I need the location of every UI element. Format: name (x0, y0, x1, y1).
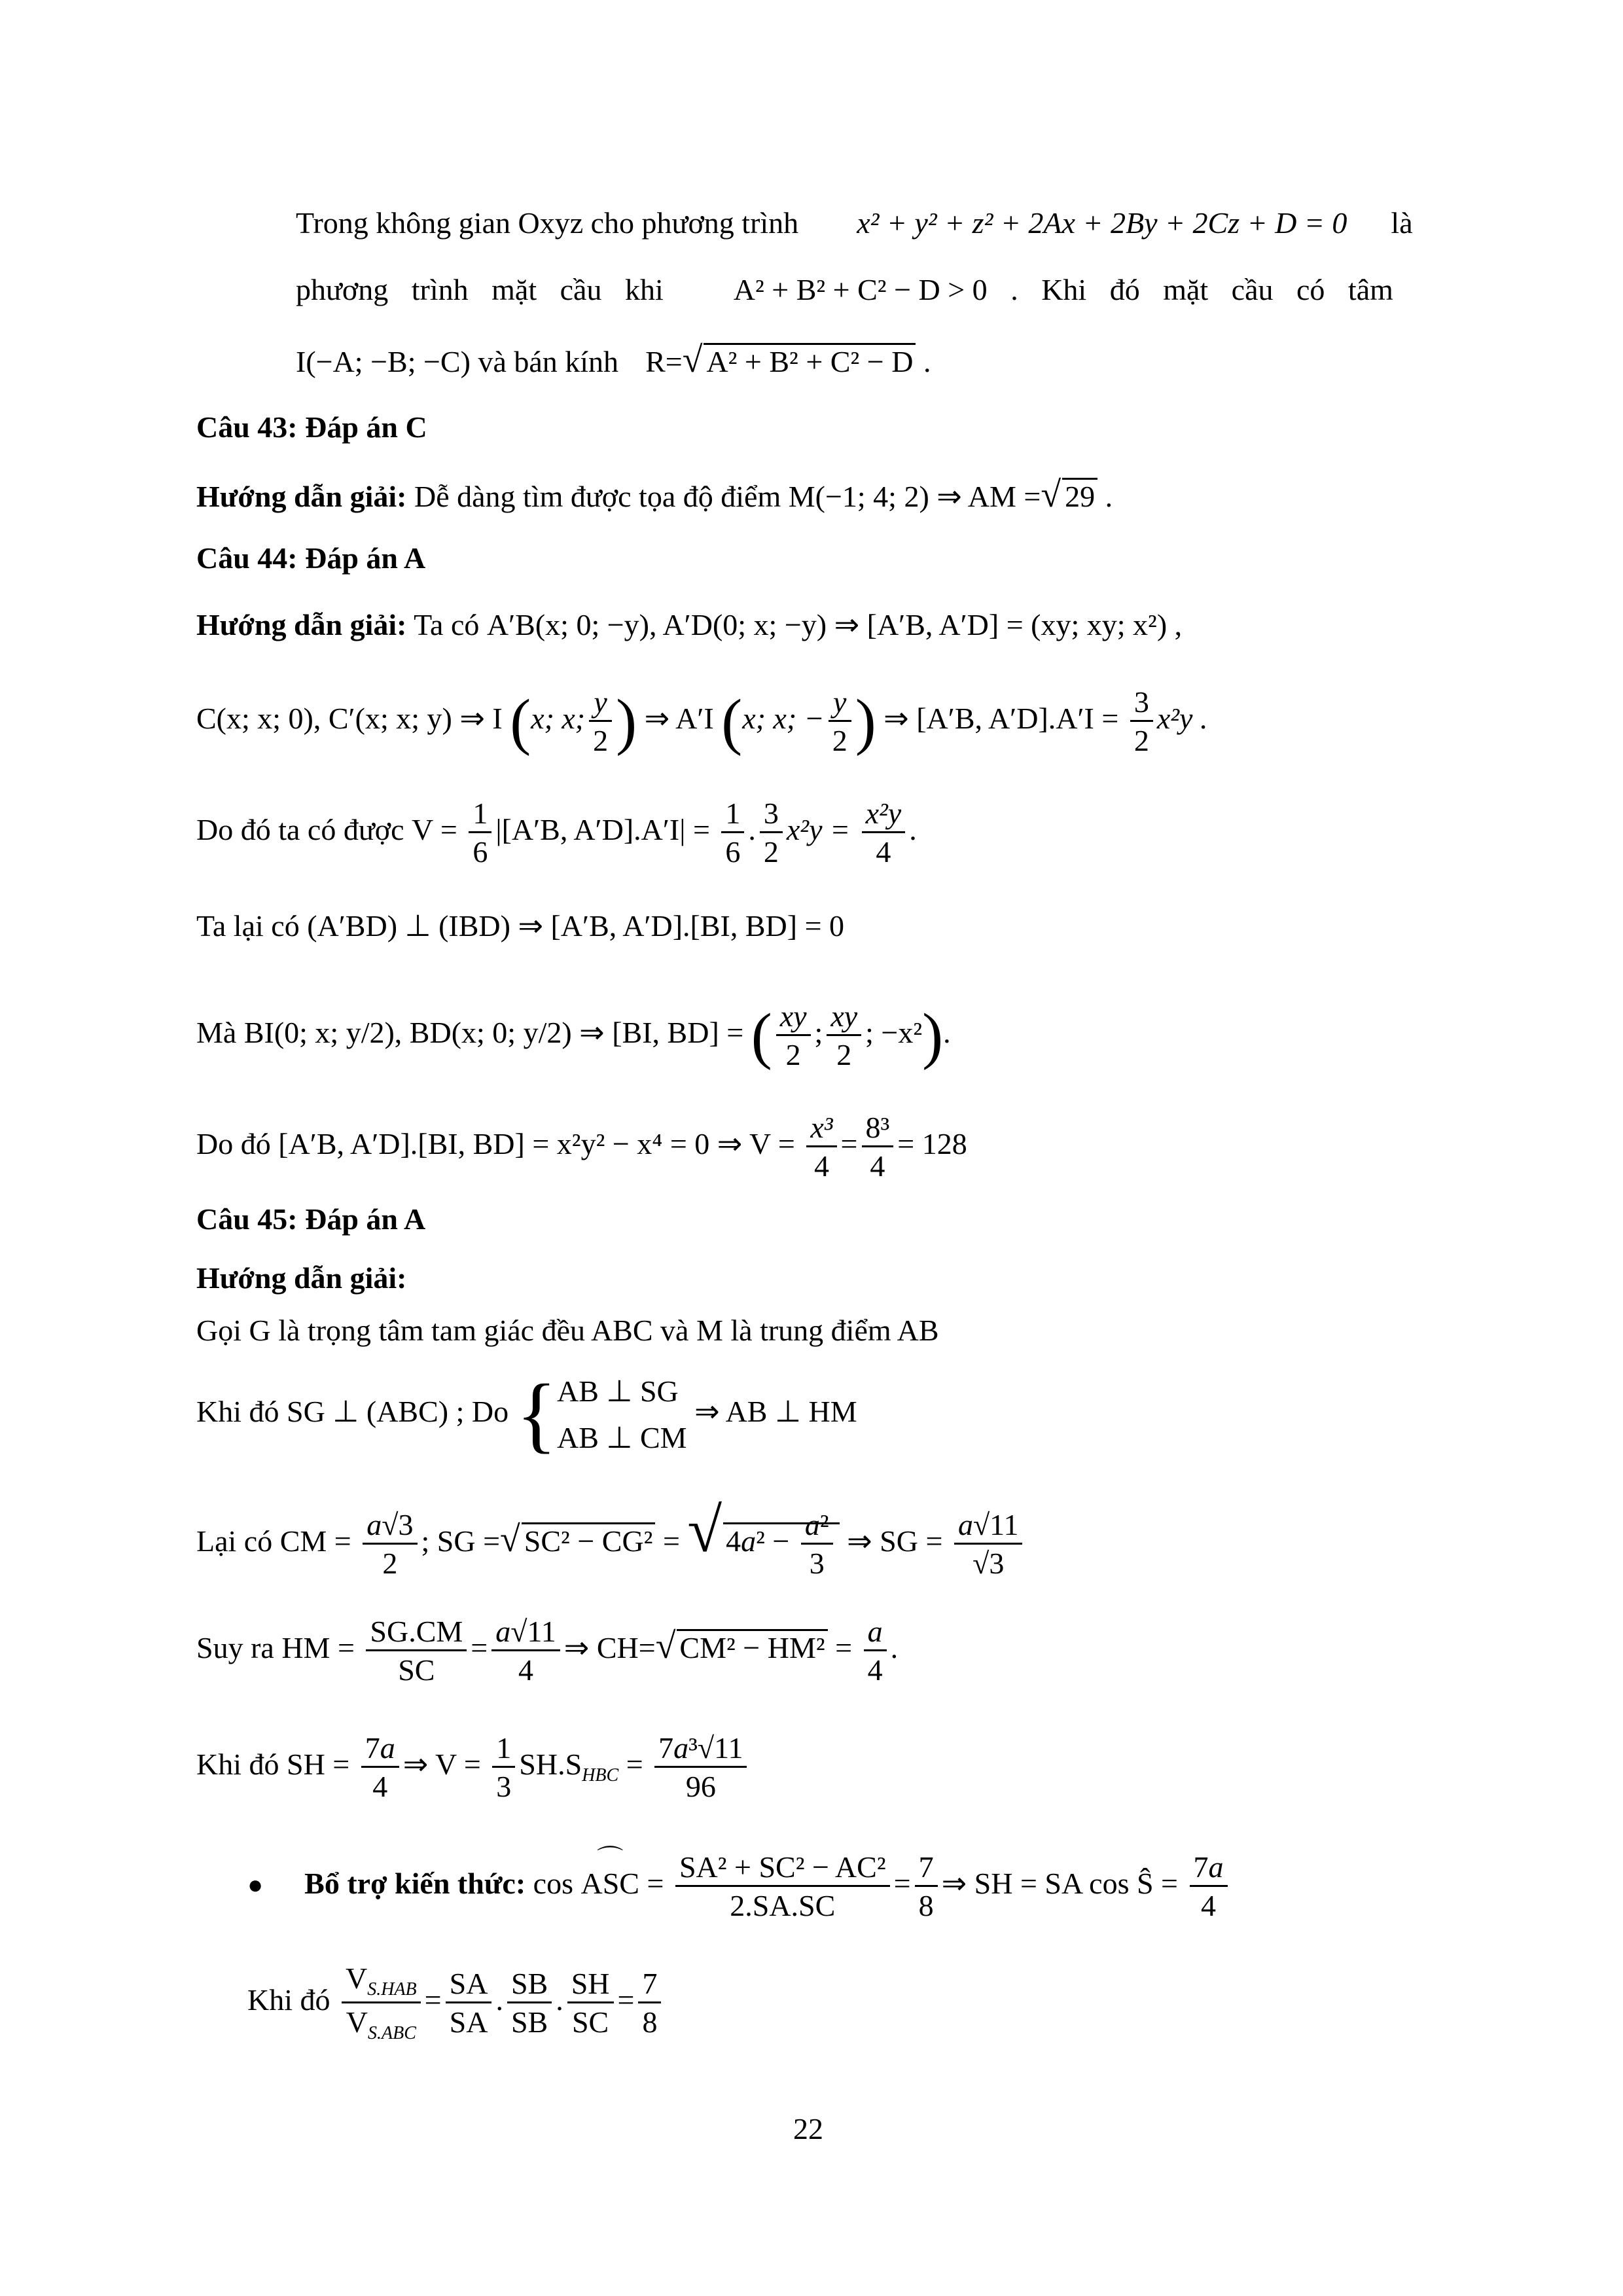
q45-line-5: Khi đó SH = $\frac{7a}{4}$ ⇒ V = $\frac{1}{3}$ $SH.S_{HBC}$ = $\frac{\text{7a³√11}}{96}$ (196, 1733, 751, 1802)
q43-text: Dễ dàng tìm được tọa độ điểm (414, 480, 781, 513)
intro-text: Trong không gian Oxyz cho phương trình (296, 206, 799, 240)
q44-l2-a: C(x; x; 0), C′(x; x; y) ⇒ I (196, 702, 503, 736)
q45-l3-text: Lại có (196, 1524, 273, 1558)
q44-line-4 (196, 911, 844, 941)
q45-l3-radicand: SC² − CG² (522, 1522, 656, 1558)
q45-line-3: Lại có CM = $\frac{a√3}{2}$ ; SG =√ SC² − CG² = √ 4a² − $\frac{\text{a²}}{3}$ ⇒ SG = $\frac{a√11}{√3}$ (196, 1499, 1026, 1579)
q44-perpendicular: (A′BD) ⊥ (IBD) ⇒ [A′B, A′D].[BI, BD] = 0 (307, 909, 845, 942)
intro-line-3 (296, 342, 931, 378)
q45-l5-text: Khi đó (196, 1748, 279, 1782)
q44-cross-product: A′B(x; 0; −y), A′D(0; x; −y) ⇒ [A′B, A′D] = (xy; xy; x²) , (486, 608, 1183, 641)
q44-l3-text: Do đó ta có được (196, 813, 404, 847)
q45-bullet-label: Bổ trợ kiến thức: (304, 1867, 526, 1901)
q44-title: Câu 44: Đáp án A (196, 541, 426, 575)
intro-text-2: phương trình mặt cầu khi (296, 273, 664, 306)
q44-l6-eq: [A′B, A′D].[BI, BD] = x²y² − x⁴ = 0 ⇒ V = (278, 1127, 795, 1161)
q44-line-6: Do đó [A′B, A′D].[BI, BD] = x²y² − x⁴ = 0 ⇒ V = $\frac{\text{x³}}{4}$ = $\frac{\text{8³}}{4}$ = 128 (196, 1111, 967, 1183)
q45-l4-eq: HM = (281, 1631, 355, 1665)
q43-guide (196, 476, 1113, 513)
q44-l4-text: Ta lại có (196, 909, 300, 942)
q44-line-1 (196, 610, 1182, 640)
q44-l2-b: ⇒ A′I (644, 702, 714, 736)
q43-sqrt-value: 29 (1062, 478, 1097, 513)
q44-l6-tail: = 128 (897, 1127, 967, 1161)
q45-l5-mid2: SH.S (519, 1748, 582, 1782)
intro-line-2 (296, 275, 1393, 305)
q45-l5-sub: HBC (582, 1765, 619, 1786)
q44-l3-mid: |[A′B, A′D].A′I| = (495, 813, 710, 847)
q45-line-1: Gọi G là trọng tâm tam giác đều ABC và M là trung điểm AB (196, 1314, 939, 1347)
q44-l5-text: Mà (196, 1016, 237, 1050)
q45-l2-mid: ; Do (455, 1394, 509, 1428)
q45-bullet-angle: ⌒ ASC (581, 1869, 639, 1899)
q45-line-4: Suy ra HM = $\frac{SG.CM}{SC}$ = $\frac{a√11}{4}$ ⇒ CH=√ CM² − HM² = $\frac{a}{4}$ . (196, 1615, 899, 1687)
q45-l3-eq: CM = (279, 1524, 351, 1558)
q45-line-2 (196, 1368, 857, 1462)
q43-end: . (1105, 480, 1113, 513)
intro-end-word: là (1391, 206, 1413, 240)
q44-guide-label: Hướng dẫn giải: (196, 608, 407, 641)
q44-l5-a: BI(0; x; y/2), BD(x; 0; y/2) ⇒ [BI, BD] = (243, 1016, 744, 1050)
intro-text-2-end: . Khi đó mặt cầu có tâm (1010, 273, 1393, 306)
q45-bullet-eq: cos (533, 1867, 573, 1901)
q45-l2-text: Khi đó (196, 1394, 279, 1428)
q45-sys-1: AB ⊥ SG (557, 1374, 679, 1408)
q43-guide-label: Hướng dẫn giải: (196, 480, 407, 513)
q44-l6-text: Do đó (196, 1127, 271, 1161)
radius-prefix: R= (645, 345, 683, 378)
sqrt-icon: √ (682, 340, 703, 380)
brace-icon: { (516, 1367, 557, 1462)
q44-l5-b: ; −x² (865, 1016, 923, 1050)
q44-line-2: C(x; x; 0), C′(x; x; y) ⇒ I (x; x; $\frac{y}{2}$ ) ⇒ A′I (x; x; − $\frac{y}{2}$ ) ⇒ [A′B, A′D].A′I = $\frac{3}{2}$ x²y . (196, 685, 1208, 757)
q45-l2-tail: ⇒ AB ⊥ HM (694, 1394, 857, 1428)
q45-sys-2: AB ⊥ CM (557, 1421, 687, 1455)
page-number: 22 (793, 2112, 823, 2145)
q45-l5-eq: SH = (287, 1748, 350, 1782)
q45-l4-mid: ⇒ CH= (563, 1631, 656, 1665)
q44-l1-text: Ta có (414, 608, 480, 641)
q43-equation: M(−1; 4; 2) ⇒ AM = (788, 480, 1041, 513)
q45-l5-mid: ⇒ V = (402, 1748, 481, 1782)
q45-line-7: Khi đó $\frac{V_{S.HAB}}{V_{S.ABC}}$ = $\frac{SA}{SA}$ . $\frac{SB}{SB}$ . $\frac{SH}{SC}$ = $\frac{7}{8}$ (247, 1964, 665, 2043)
q45-title: Câu 45: Đáp án A (196, 1202, 426, 1236)
q43-title: Câu 43: Đáp án C (196, 410, 427, 444)
q44-line-5: Mà BI(0; x; y/2), BD(x; 0; y/2) ⇒ [BI, BD] = ( $\frac{xy}{2}$ ; $\frac{xy}{2}$ ; −x²). (196, 999, 951, 1071)
q45-l2-eq: SG ⊥ (ABC) (287, 1394, 449, 1428)
intro-text-3: và bán kính (478, 345, 619, 378)
q45-l4-radicand: CM² − HM² (677, 1629, 827, 1664)
q45-bullet-line: ● Bổ trợ kiến thức: cos ⌒ ASC = $\frac{\text{SA² + SC² − AC²}}{2.SA.SC}$ = $\frac{7}{8}$ ⇒ SH = SA cos Ŝ = $\frac{7a}{4}$ (247, 1852, 1232, 1921)
q45-guide-label: Hướng dẫn giải: (196, 1261, 407, 1295)
q44-l2-tail: x²y . (1156, 702, 1208, 736)
bullet-icon: ● (247, 1870, 264, 1900)
intro-line-1 (296, 208, 1413, 238)
q45-l3-tail: ⇒ SG = (847, 1524, 943, 1558)
q44-line-3: Do đó ta có được V = $\frac{1}{6}$ |[A′B, A′D].A′I| = $\frac{1}{6}$ . $\frac{3}{2}$ x²y = $\frac{\text{x²y}}{4}$ . (196, 797, 917, 869)
q44-l2-c: ⇒ [A′B, A′D].A′I = (883, 702, 1119, 736)
sqrt-icon: √ (1041, 475, 1061, 515)
sphere-condition: A² + B² + C² − D > 0 (733, 273, 988, 306)
sphere-center: I(−A; −B; −C) (296, 345, 471, 378)
q45-bullet-tail: ⇒ SH = SA cos Ŝ = (941, 1867, 1178, 1901)
q44-l3-mid2: x²y = (786, 813, 851, 847)
q45-l3-mid: ; SG = (421, 1524, 501, 1558)
sphere-equation: x² + y² + z² + 2Ax + 2By + 2Cz + D = 0 (857, 206, 1347, 240)
q44-volume-formula: V = (412, 813, 457, 847)
intro-end-dot: . (923, 345, 931, 378)
radius-radicand: A² + B² + C² − D (704, 343, 916, 378)
q45-l7-text: Khi đó (247, 1983, 330, 2017)
q45-l4-text: Suy ra (196, 1631, 274, 1665)
